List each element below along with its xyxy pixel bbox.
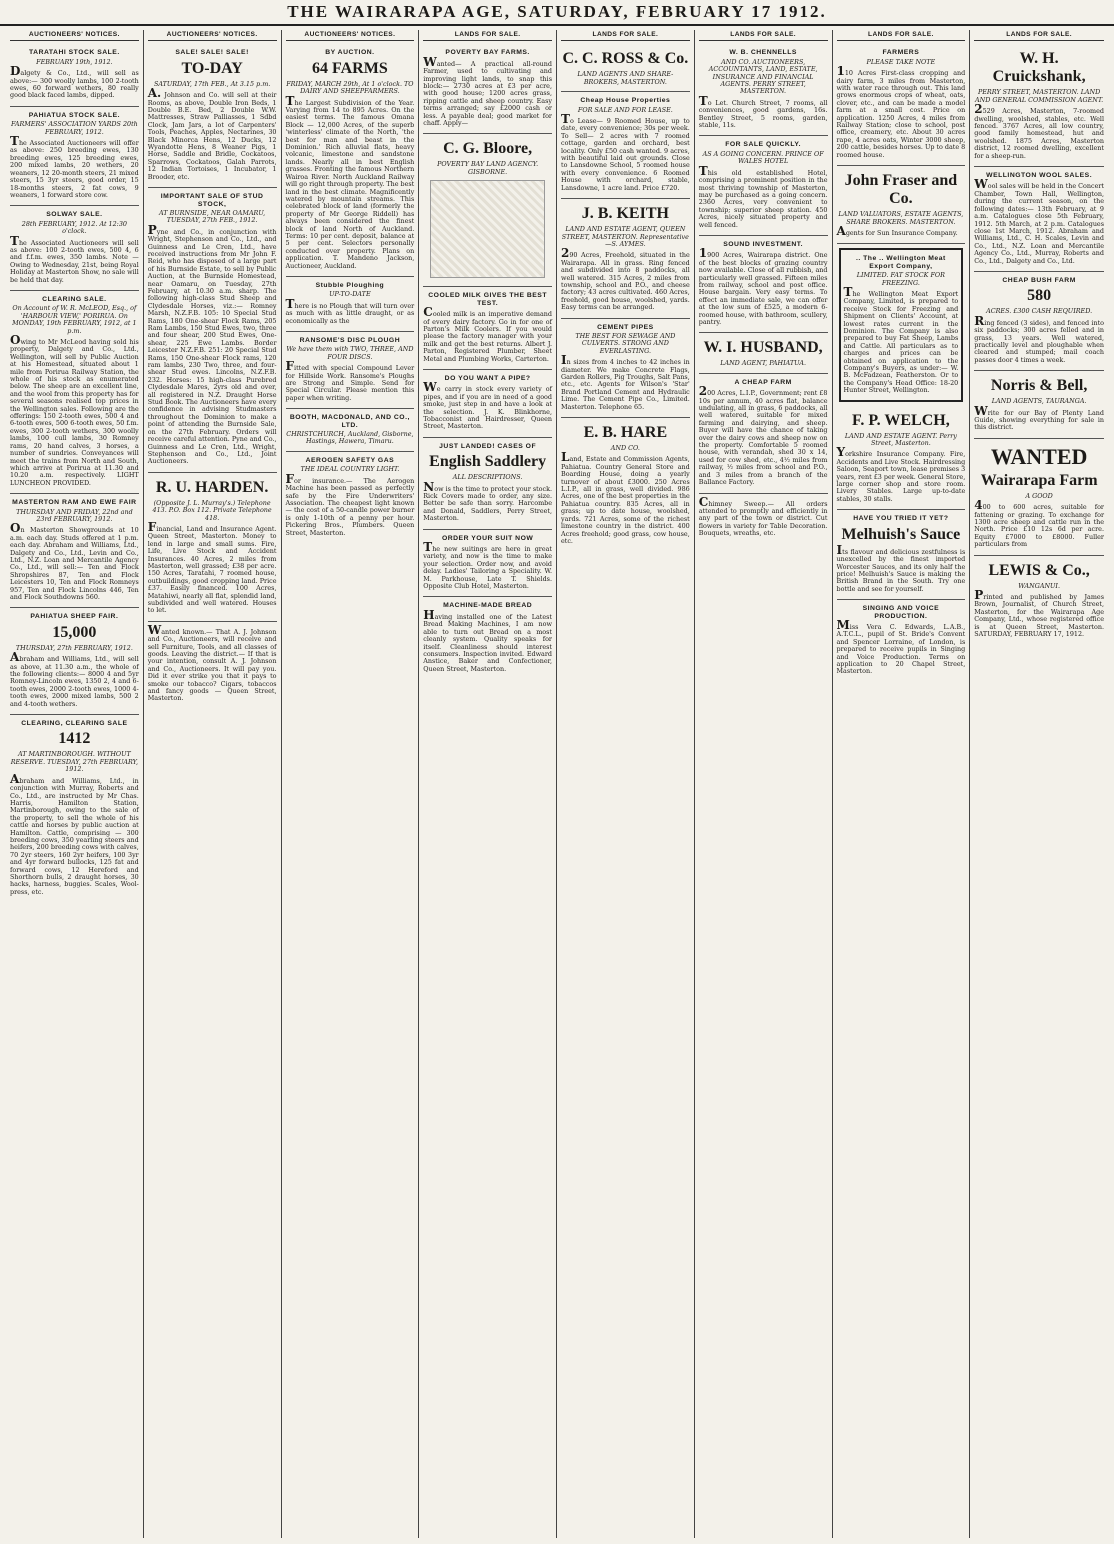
ad-body-text: Miss Vera C. Edwards, L.A.B., A.T.C.L., pupil of St. Bride's Convent and Spencer Lorraine, of London, is prepared to receive pupils in Singing and Voice Production. Terms on application to 20 Chapel Street, Masterton. [836,617,966,676]
ad-title: WELLINGTON WOOL SALES. [986,172,1093,180]
ad-headline-large: WANTED [990,443,1088,469]
ad-title: MACHINE-MADE BREAD [443,602,533,610]
ad-body-text: Financial, Land and Insurance Agent. Queen Street, Masterton. Money to lend in large and small sums. Fire, Life, Live Stock and Accident Insurances. 40 Acres, 2 miles from Masterton, well grassed; £38 per acre. 150 Acres, Taratahi, 7 roomed house, outbuildings, good cropping land. Price £37. Easily financed. 100 Acres, Matahiwi, nearly all flat, splendid land, subdivided and well watered. Houses to let. [147,519,277,615]
ad-headline: LEWIS & Co., [988,561,1090,579]
advertisement [10,291,139,494]
ad-subheading: A GOOD [1025,491,1053,500]
ad-title: ORDER YOUR SUIT NOW [441,534,534,542]
column-header: LANDS FOR SALE. [561,30,690,41]
ad-title: CHEAP BUSH FARM [1002,276,1076,284]
masthead: THE WAIRARAPA AGE, SATURDAY, FEBRUARY 17 1912. [0,0,1114,26]
advertisement [561,418,690,551]
ad-title: CLEARING, CLEARING SALE [21,720,128,728]
ad-subheading: We have them with TWO, THREE, AND FOUR DISCS. [286,345,414,361]
advertisement [837,406,966,511]
advertisement [837,510,966,600]
ad-headline: Wairarapa Farm [980,471,1098,489]
ad-headline: W. H. Cruickshank, [992,50,1086,86]
ad-body-text: Fitted with special Compound Lever for Hillside Work. Ransome's Ploughs are Strong and Simple. Send for Special Circular. Please mention this paper when writing. [285,359,415,402]
ad-body-text: Abraham and Williams, Ltd., will sell as above, at 11.30 a.m., the whole of the following clients:— 8000 4 and 5yr Romney-Lincoln ewes, 1350 2, 4 and 6-tooth ewes, 2000 2-tooth ewes, 1000 4-tooth ewes, 2000 mixed lambs, 500 2 and 4-tooth wethers. [10,650,139,708]
ad-subheading: PERRY STREET, MASTERTON. LAND AND GENERAL COMMISSION AGENT. [975,88,1104,104]
ad-headline: W. I. HUSBAND, [703,339,823,357]
advertisement [148,188,277,473]
ad-subheading: THE BEST FOR SEWAGE AND CULVERTS. STRONG AND EVERLASTING. [575,331,676,355]
ad-subheading: 28th FEBRUARY, 1912. At 12:30 o'clock. [21,219,127,236]
ad-title: SOUND INVESTMENT. [723,240,804,248]
ad-body-text: 2529 Acres, Masterton, 7-roomed dwelling, woolshed, stables, etc. Well fenced. 3767 Acres, all low country, good family homestead, hut and woolshed. 1875 Acres, Masterton district, 12 roomed dwelling, excellent for a sheep-run. [974,102,1104,160]
ad-body-text: Ring fenced (3 sides), and fenced into six paddocks; 300 acres felled and in grass, 13 years. Well watered, practically level and ploughable when cleared and stumped; mail coach passes door 4 times a week. [974,313,1104,364]
ad-headline: Norris & Bell, [990,377,1088,395]
ad-title: CEMENT PIPES [597,323,654,331]
ad-body-text: The Wellington Meat Export Company, Limited, is prepared to receive Stock for Freezing and Shipment on Clients' Account, at lowest rates current in the Dominion. The Company is also prepared to buy Fat Sheep, Lambs and Cattle. All particulars as to charges and prices can be obtained on application to the Company's Buyers, as under:— W. B. McFadzean, Featherston. Or to the Company's Head Office: 18-20 Hunter Street, Wellington. [843,284,959,395]
ad-subheading: AS A GOING CONCERN. PRINCE OF WALES HOTEL [702,149,824,166]
advertisement [699,333,828,373]
ad-title: SINGING AND VOICE PRODUCTION. [862,605,940,620]
advertisement [699,236,828,333]
ad-body-text: There is no Plough that will turn over as much with as little draught, or as economically as the [285,296,415,325]
ad-body-text: Owing to Mr McLeod having sold his property, Dalgety and Co., Ltd., Wellington, will sell by Public Auction at his Homestead, situated about 1 mile from Porirua Railway Station, the whole of his stock as enumerated below. The sheep are an excellent line, and the wool from this property has for several seasons realised top prices in the Wellington sales. Following are the offerings: 150 2-tooth ewes, 500 4 and 6-tooth ewes, 500 6-tooth ewes, 50 f.m. ewes, 300 2-tooth wethers, 300 woolly lambs, 100 cull lambs, 30 Romney rams, 20 hand calves, 3 horses, a number of sundries. Conveyances will meet the trains from North and South, which arrive at Porirua at 11.30 and 10.20 a.m. respectively. LIGHT LUNCHEON PROVIDED. [10,333,139,487]
advertisement [423,530,552,598]
advertisement [699,494,828,544]
ad-title: BOOTH, MACDONALD, AND CO., LTD. [289,414,410,429]
ad-headline: 64 FARMS [312,59,388,77]
advertisement [837,166,966,244]
ad-title: FOR SALE QUICKLY. [725,141,802,149]
ad-subheading: CHRISTCHURCH, Auckland, Gisborne, Hastings, Hawera, Timaru. [286,430,414,446]
ad-title: POVERTY BAY FARMS. [445,49,530,57]
ad-body-text: Wanted known.— That A. J. Johnson and Co., Auctioneers, will receive and sell Furniture, Tools, and all classes of goods. Leaving the district.— If that is your intention, consult A. J. Johnson and Co., Auctioneers. It will pay you. Did it ever strike you that it pays to smoke our tobacco? Cigars, tobaccos and fancy goods — Queen Street, Masterton. [147,622,277,703]
ad-title: W. B. CHENNELLS [729,49,797,57]
ad-title: HAVE YOU TRIED IT YET? [853,515,949,523]
column-7 [833,30,971,1538]
ad-subheading: LAND AGENTS AND SHARE-BROKERS, MASTERTON. [577,70,674,86]
ad-headline: John Fraser and Co. [844,172,958,208]
column-header: LANDS FOR SALE. [699,30,828,41]
advertisement [10,44,139,106]
ad-body-text: Chimney Sweep.— All orders attended to promptly and efficiently in any part of the town or district. Cut flowers in variety for Table Decoration. Bouquets, wreaths, etc. [698,494,828,538]
ad-subheading: LIMITED. FAT STOCK FOR FREEZING. [856,271,945,287]
ad-subheading: AT BURNSIDE, NEAR OAMARU, TUESDAY, 27th FEB., 1912. [159,208,266,225]
advertisement [699,374,828,494]
ad-subheading: WANGANUI. [1018,581,1060,590]
ad-body-text: To Let. Church Street, 7 rooms, all conveniences, good gardens, 16s. Bentley Street, 5 rooms, garden, stable, 11s. [698,93,828,130]
ad-title: PAHIATUA STOCK SALE. [28,111,121,119]
ad-body-text: Write for our Bay of Plenty Land Guide, showing everything for sale in this district. [974,403,1104,432]
ad-title: AEROGEN SAFETY GAS [305,456,395,464]
ad-subheading: THE IDEAL COUNTRY LIGHT. [300,465,400,474]
advertisement [286,277,415,332]
ad-body-text: We carry in stock every variety of pipes, and if you are in need of a good smoke, just step in and have a look at the selection. J. K. Blinkhorne, Tobacconist and Hairdresser, Queen Street, Masterton. [423,380,552,431]
advertisement [699,44,828,136]
column-header: LANDS FOR SALE. [974,30,1104,41]
ad-subheading: LAND AND ESTATE AGENT. Perry Street, Masterton. [844,431,957,448]
advertisement [286,332,415,409]
advertisement [148,473,277,622]
advertisement [286,44,415,277]
ad-subheading: (Opposite J. L. Murray's.) Telephone 413. P.O. Box 112. Private Telephone 418. [152,498,272,522]
advertisement [148,622,277,709]
ad-body-text: Yorkshire Insurance Company. Fire, Accidents and Live Stock. Hairdressing Saloon, Seaport town, lease premises 3 years, rent £3 per week. General Store, large corner shop and store room. Livery Stables. Large up-to-date stables, 30 stalls. [836,445,966,503]
advertisement [974,439,1104,556]
ad-subheading: FEBRUARY 19th, 1912. [36,57,113,66]
ad-headline: 580 [1027,287,1052,305]
ad-body-text: The Associated Auctioneers will offer as above: 250 breeding ewes, 130 breeding ewes, 125 breeding ewes, 200 mixed lambs, 20 wethers, 20 weaners, 12 20-month steers, 21 mixed steers, 15 3yr steers, good order, 15 18-months steers, 2 fat cows, 9 weaners, 1 forward store cow. [10,134,139,199]
ad-title: TARATAHI STOCK SALE. [29,49,120,57]
ad-subheading: LAND AND ESTATE AGENT, QUEEN STREET, MASTERTON. Representative—S. AYMES. [561,225,689,248]
ad-headline: English Saddlery [429,453,547,471]
ad-subheading: On Account of W. R. McLEOD, Esq., of 'HARBOUR VIEW,' PORIRUA. On MONDAY, 19th FEBRUARY, 1912, at 1 p.m. [12,304,137,335]
advertisement [974,371,1104,439]
column-3 [282,30,420,1538]
ad-title: CLEARING SALE. [42,295,107,303]
ad-body-text: The new suitings are here in great variety, and now is the time to make your selection. Order now, and avoid delay. Ladies' Tailoring a Speciality. W. M. Parkhouse, Late T. Shields. Opposite Club Hotel, Masterton. [423,540,552,591]
ad-title: .. The .. Wellington Meat Export Company, [855,255,946,270]
ad-headline: E. B. HARE [583,424,668,442]
ad-body-text: 1900 Acres, Wairarapa district. One of the best blocks of grazing country now available. Close of all rubbish, and particularly well grassed. Fifteen miles from railway, school and post office. House bargain. Very easy terms. To effect an immediate sale, we can offer at the low sum of £525, a modern 6-roomed house, with bathroom, scullery, pantry. [698,246,828,326]
ad-headline: TO-DAY [181,59,243,77]
ad-subheading: ACRES. £300 CASH REQUIRED. [986,307,1093,316]
ad-subheading: POVERTY BAY LAND AGENCY. GISBORNE. [437,160,539,176]
advertisement [286,409,415,452]
ad-body-text: 400 to 600 acres, suitable for fattening or grazing. To exchange for 1300 acre sheep and cattle run in the North. Price £10 12s 6d per acre. Equity £7000 to £8000. Fuller particulars from [974,498,1104,549]
ad-body-text: In sizes from 4 inches to 42 inches in diameter. We make Concrete Flags, Garden Rollers, Pig Troughs, Salt Pans, etc., etc. Agents for Wilson's 'Star' Brand Portland Cement and Hydraulic Lime. The Cement Pipe Co., Limited. Masterton. Telephone 65. [561,353,690,411]
advertisement [423,44,552,134]
advertisement [974,272,1104,371]
ad-subheading: FOR SALE AND FOR LEASE. [577,105,673,114]
column-header: LANDS FOR SALE. [423,30,552,41]
ad-title: PAHIATUA SHEEP FAIR. [30,613,119,621]
ad-title: A CHEAP FARM [734,378,792,386]
ad-body-text: The Largest Subdivision of the Year. Varying from 14 to 895 Acres. On the easiest terms. The famous Omana Block — 12,000 Acres, of the superb 'winterless' climate of the North, 'the best for man and beast in the Dominion.' Rich alluvial flats, heavy volcanic, limestone and sandstone lands. Nearly all in best English grasses. Fronting the famous Northern Wairoa River. North Auckland Railway will go right through property. The best land in the best climate. Magnificently watered by mountain streams. This celebrated block of land (formerly the property of Mr George Riddell) has always been considered the finest block of land North of Auckland. Terms: 10 per cent. deposit, balance at 5 per cent. Selectors personally conducted over property. Plans on application. T. Mandeno Jackson, Auctioneer, Auckland. [285,93,415,270]
ad-title: SOLWAY SALE. [46,211,103,219]
ad-title: Cheap House Properties [580,97,671,105]
ad-title: RANSOME'S DISC PLOUGH [299,337,401,344]
ad-body-text: The Associated Auctioneers will sell as above: 100 2-tooth ewes, 500 4, 6 and f.f.m. ewes, 350 lambs. Note — Owing to Wednesday, 21st, being Royal Holiday at Masterton Show, no sale will be held that day. [10,233,139,284]
advertisement [974,44,1104,167]
ad-headline: J. B. KEITH [581,205,669,223]
ad-body-text: On Masterton Showgrounds at 10 a.m. each day. Studs offered at 1 p.m. each day. Abraham and Williams, Ltd., Dalgety and Co., Ltd., Levin and Co., Ltd., N.Z. Loan and Mercantile Agency Co., Ltd., will sell:— Ten and Flock Shropshires 87, Ten and Flock Leicesters 10, Ten and Flock Romneys 957, Ten and Flock Lincolns 446, Ten and Flock Southdowns 560. [10,521,139,601]
advertisement [286,452,415,543]
ad-body-text: Wanted— A practical all-round Farmer, used to cultivating and improving light lands, to snap this block:— 2730 acres at £3 per acre, with good house; 1200 acres grass, ripping cattle and sheep country. Easy terms arranged; say £2000 cash or less. A payable deal; good market for chaff. Apply— [423,54,552,128]
advertisement [837,600,966,682]
ad-title: JUST LANDED! CASES OF [439,442,537,450]
ad-body-text: Agents for Sun Insurance Company. [836,223,958,238]
ad-title: BY AUCTION. [325,49,375,57]
advertisement [699,136,828,235]
ad-body-text: Dalgety & Co., Ltd., will sell as above:— 300 woolly lambs, 100 2-tooth ewes, 60 forward wethers, 80 really good black faced lambs, dipped. [10,64,139,100]
advertisement [561,44,690,92]
ad-subheading: AND CO. AUCTIONEERS, ACCOUNTANTS, LAND, ESTATE, INSURANCE AND FINANCIAL AGENTS. PERRY STREET, MASTERTON. [708,57,818,96]
advertisement [423,134,552,287]
column-header: AUCTIONEERS' NOTICES. [10,30,139,41]
ad-headline: R. U. HARDEN. [155,478,269,496]
ad-body-text: Pyne and Co., in conjunction with Wright, Stephenson and Co., Ltd., and Guinness and Le Cren, Ltd., have received instructions from Mr John F. Reid, who has disposed of a large part of his Burnside Estate, to sell by Public Auction, at the Burnside Homestead, near Oamaru, on Tuesday, 27th February, at 10.30 a.m. sharp. The following high-class Stud Sheep and Clydesdale Horses, viz.:— Romney Marsh, N.Z.F.B. 105: 10 Special Stud Rams, 180 One-shear Flock Rams, 205 Ram Lambs, 150 Stud Ewes, two, three and four shear, 200 Stud Ewes, One-shear, 225 Ewe Lambs. Border Leicester N.Z.F.B. 251: 20 Special Stud Rams, 150 One-shear Flock rams, 120 ram lambs, 230 Two, three, and four-shear Stud ewes. Lincolns, N.Z.F.B. 232. Horses: 15 high-class Purebred Clydesdale Mares, 2yrs old and over, all registered in N.Z. Draught Horse Stud Book. The Auctioneers have every confidence in advising Studmasters throughout the Dominion to make a point of attending the Burnside Sale, on the 27th February. Orders will receive careful attention. Pyne and Co., Guinness and Le Cren, Ltd., Wright, Stephenson and Co., Ltd., Joint Auctioneers. [147,222,277,466]
ad-body-text: Wool sales will be held in the Concert Chamber, Town Hall, Wellington, during the current season, on the following dates:— 13th February, at 9 a.m. Catalogues close 5th February, 1912. 5th March, at 2 p.m. Catalogues close 1st March, 1912. Abraham and Williams, Ltd., C. H. Scales, Levin and Co., Ltd., N.Z. Loan and Mercantile Agency Co., Ltd., Murray, Roberts and Co., Ltd., Dalgety and Co., Ltd. [974,177,1104,265]
advertisement [10,107,139,206]
column-8 [970,30,1108,1538]
column-header: LANDS FOR SALE. [837,30,966,41]
column-2 [144,30,282,1538]
ad-body-text: A. Johnson and Co. will sell at their Rooms, as above, Double Iron Beds, 1 Double B.E. Bed, 2 Double W.W. Mattresses, Straw Palliasses, 1 Sdbd Clock, Jam Jars, a lot of Carpenters' Tools, Peaches, Apples, Nectarines, 30 Black Minorca Hens, 12 Ducks, 12 Wyandotte Hens, 8 Weaner Pigs, 1 Horse, Saddle and Bridle, Cockatoos, Sparrows, Cockatoos, Galah Parrots, 12 Indian Tortoises, 1 Incubator, 1 Brooder, etc. [147,86,277,181]
column-4 [419,30,557,1538]
ad-title: COOLED MILK GIVES THE BEST TEST. [428,292,547,307]
ad-headline: 1412 [58,730,91,748]
ad-subheading: FRIDAY, MARCH 29th, At 1 o'clock. TO DAIRY AND SHEEPFARMERS. [286,79,414,96]
advertisement [423,597,552,679]
ad-subheading: UP-TO-DATE [329,290,371,299]
ad-subheading: FARMERS' ASSOCIATION YARDS 20th FEBRUARY, 1912. [10,120,138,136]
ad-body-text: Printed and published by James Brown, Journalist, of Church Street, Masterton, for the Wairarapa Age Company, Ltd., whose registered office is at Queen Street, Masterton. SATURDAY, FEBRUARY 17, 1912. [974,588,1104,639]
ad-subheading: LAND VALUATORS, ESTATE AGENTS, SHARE BROKERS. MASTERTON. [838,210,964,226]
advertisement [10,206,139,291]
advertisement [423,370,552,438]
ad-subheading: PLEASE TAKE NOTE [866,57,936,66]
ad-body-text: This old established Hotel, comprising a prominent position in the most thriving township of Masterton, may be purchased as a going concern. 2360 Acres, very convenient to township; superior sheep station. 450 Acres, nicely situated property and well fenced. [698,163,828,229]
ad-headline: C. C. ROSS & Co. [562,50,689,68]
advertisement [10,715,139,902]
ad-headline: 15,000 [52,623,97,641]
ad-headline: Melhuish's Sauce [841,525,961,543]
advertisement [974,167,1104,272]
ad-headline: C. G. Bloore, [443,140,533,158]
column-5 [557,30,695,1538]
advertisement [561,199,690,318]
ad-subheading: AND CO. [610,444,640,453]
ad-body-text: Having installed one of the Latest Bread Making Machines, I am now able to turn out Bread on a most cleanly system. Quality speaks for itself. Cleanliness should interest consumers. Inspection invited. Edward Anstice, Baker and Confectioner, Queen Street, Masterton. [423,607,552,673]
ad-title: IMPORTANT SALE OF STUD STOCK, [160,193,264,208]
ad-body-text: Abraham and Williams, Ltd., in conjunction with Murray, Roberts and Co., Ltd., are instructed by Mr Chas. Harris, Hamilton Station, Martinborough, owing to the sale of the property, to sell the whole of his cattle and horses by public auction at Hamilton. Cattle, comprising — 300 breeding cows, 350 yearling steers and heifers, 200 breeding cows with calves, 70 2yr steers, 160 2yr heifers, 100 3yr and 4yr forward bullocks, 125 fat and forward cows, 12 Hereford and Shorthorn bulls, 2 draught horses, 30 hacks, harness, buggies. Scales, Wool-press, etc. [10,771,139,896]
ad-subheading: THURSDAY AND FRIDAY, 22nd and 23rd FEBRUARY, 1912. [16,507,133,523]
ad-body-text: To Lease— 9 Roomed House, up to date, every convenience; 30s per week. To Sell— 2 acres with 7 roomed cottage, garden and orchard, best locality. Only £50 cash wanted. 9 acres, with beautiful laid out grounds. Close to Lansdowne School, 5 roomed house with every convenience. 6 Roomed House with orchard, stable, Lansdowne, 1 acre land. Price £720. [561,112,690,192]
column-1 [6,30,144,1538]
advertisement [561,92,690,199]
ad-title: MASTERTON RAM AND EWE FAIR [12,499,137,507]
newspaper-page [6,30,1108,1538]
ad-body-text: 110 Acres First-class cropping and dairy farm, 3 miles from Masterton, with water race through out. This land grows enormous crops of wheat, oats, clover, etc., and can be made a model farm at a small cost. Price on application. 1250 Acres, 4 miles from Railway Station; close to school, post office, creamery, etc. About 30 acres rape, 4 acres oats, Winter 3000 sheep, 200 cattle, besides horses. Up to date 8 roomed house. [836,64,966,159]
advertisement [837,44,966,166]
advertisement [974,556,1104,645]
ad-body-text: Now is the time to protect your stock. Rick Covers made to order, any size. Better be safe than sorry. Harcombe and Donald, Saddlers, Perry Street, Masterton. [423,479,552,523]
ad-title: DO YOU WANT A PIPE? [444,374,531,382]
ad-body-text: 290 Acres, Freehold, situated in the Wairarapa. All in grass. Ring fenced and subdivided into 8 paddocks, all well watered. 315 Acres, 2 miles from township, school and P.O., and cheese factory; 43 acres cultivated. 460 Acres, freehold, good house, woolshed, yards. Easy terms can be arranged. [561,246,690,312]
ad-title: SALE! SALE! SALE! [175,49,249,57]
column-header: AUCTIONEERS' NOTICES. [286,30,415,41]
ad-subheading: THURSDAY, 27th FEBRUARY, 1912. [15,643,133,652]
ad-body-text: Cooled milk is an imperative demand of every dairy factory. Go in for one of Parton's Milk Coolers. If you would please the factory manager with your milk and get the best returns. Albert J. Parton, Registered Plumber, Sheet Metal and Plumbing Works, Carterton. [423,305,552,363]
advertisement [148,44,277,188]
ad-subheading: LAND AGENT, PAHIATUA. [720,359,806,368]
ad-subheading: SATURDAY, 17th FEB., At 3.15 p.m. [153,79,271,88]
advertisement [839,248,964,401]
ad-subheading: AT MARTINBOROUGH. WITHOUT RESERVE. TUESDAY, 27th FEBRUARY, 1912. [10,750,139,774]
column-6 [695,30,833,1538]
ad-body-text: Land, Estate and Commission Agents, Pahiatua. Country General Store and Boarding House, doing a yearly turnover of about £3000. 250 Acres L.I.P., all in grass, well divided. 986 Acres, one of the best properties in the Pahiatua country. 835 Acres, all in grass; up to date house, woolshed, yards. 721 Acres, some of the richest limestone country in the district. 400 Acres freehold; good grass, cow house, etc. [561,450,690,545]
column-header: AUCTIONEERS' NOTICES. [148,30,277,41]
advertisement [561,319,690,418]
ad-subheading: ALL DESCRIPTIONS. [452,473,523,482]
ad-title: FARMERS [882,49,920,57]
advertisement [10,608,139,715]
ad-title: Stubble Ploughing [315,281,385,289]
advertisement [423,438,552,530]
ad-subheading: LAND AGENTS, TAURANGA. [991,397,1087,406]
advertisement [423,287,552,370]
ad-body-text: Its flavour and delicious zestfulness is unexcelled by the finest imported Worcester Sauces, and its only half the price! Melhuish's Sauce is making the British Brand in the South. Try one bottle and see for yourself. [836,542,966,593]
advertisement [10,494,139,608]
ad-body-text: 200 Acres, L.I.P., Government; rent £8 10s per annum, 40 acres flat, balance undulating, all in grass, 6 paddocks, all well watered, suitable for mixed farming and dairying, and sheep. Buyer will have the chance of taking over the dairy cows and sheep now on the property. Comfortable 5 roomed house, with verandah, shed 30 x 14, used for cow shed, etc., 4½ miles from railway, ½ miles from school and P.O., and 3 miles from a branch of the Ballance Factory. [698,384,828,487]
ad-headline: F. P. WELCH, [852,411,950,429]
ad-body-text: For insurance.— The Aerogen Machine has been passed as perfectly safe by the Fire Underwriters' Association. The cheapest light known — the cost of a 50-candle power burner is only 1-10th of a penny per hour. Pickering Bros., Plumbers. Queen Street, Masterton. [285,471,415,537]
illustration-figure [430,180,545,278]
